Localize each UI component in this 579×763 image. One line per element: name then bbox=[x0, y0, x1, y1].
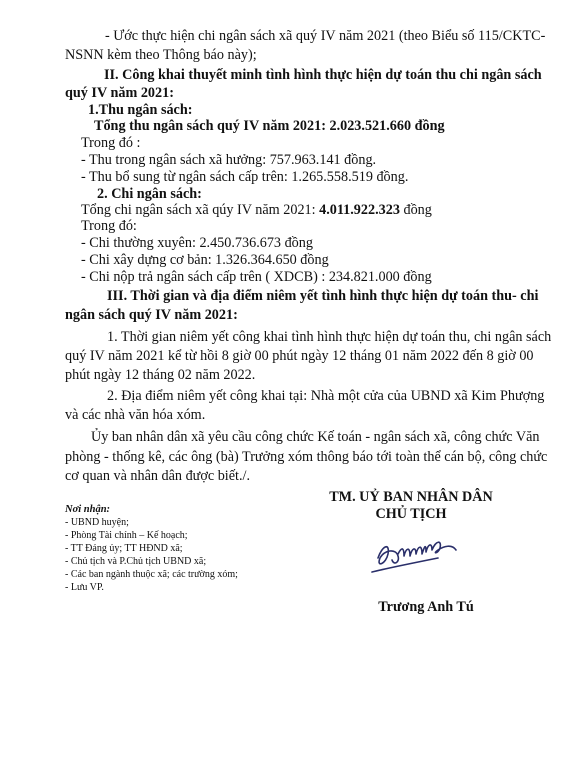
text-line: và các nhà văn hóa xóm. bbox=[65, 407, 206, 423]
text-line: phút ngày 12 tháng 02 năm 2022. bbox=[65, 367, 256, 383]
recipient-item: - Các ban ngành thuộc xã; các trường xóm; bbox=[65, 569, 238, 580]
handwritten-signature bbox=[368, 528, 468, 578]
text-line: 2. Địa điểm niêm yết công khai tại: Nhà một cửa của UBND xã Kim Phượng bbox=[107, 388, 545, 404]
list-item: - Chi nộp trả ngân sách cấp trên ( XDCB) : 234.821.000 đồng bbox=[81, 269, 432, 285]
text-line: Ủy ban nhân dân xã yêu cầu công chức Kế toán - ngân sách xã, công chức Văn bbox=[91, 429, 540, 445]
total-expense-unit: đồng bbox=[399, 202, 432, 218]
subsection-heading: 2. Chi ngân sách: bbox=[97, 186, 202, 202]
text-line: phòng - thống kê, các ông (bà) Trưởng xóm thông báo tới toàn thể cán bộ, công chức bbox=[65, 449, 548, 465]
text-line: cơ quan và nhân dân được biết./. bbox=[65, 468, 251, 484]
text-line: - Ước thực hiện chi ngân sách xã quý IV năm 2021 (theo Biểu số 115/CKTC- bbox=[105, 28, 546, 44]
recipients-heading: Nơi nhận: bbox=[65, 504, 111, 515]
signature-org: TM. UỶ BAN NHÂN DÂN bbox=[329, 489, 493, 505]
list-item: - Thu bổ sung từ ngân sách cấp trên: 1.265.558.519 đồng. bbox=[81, 169, 409, 185]
recipient-item: - UBND huyện; bbox=[65, 517, 129, 528]
total-expense-amount: 4.011.922.323 bbox=[319, 202, 400, 218]
list-item: - Chi thường xuyên: 2.450.736.673 đồng bbox=[81, 235, 313, 251]
text-line: Trong đó : bbox=[81, 135, 141, 151]
list-item: - Chi xây dựng cơ bản: 1.326.364.650 đồng bbox=[81, 252, 329, 268]
total-expense-label: Tổng chi ngân sách xã qúy IV năm 2021: bbox=[81, 202, 320, 218]
text-line: quý IV năm 2021 kể từ hồi 8 giờ 00 phút ngày 12 tháng 01 năm 2022 đến 8 giờ 00 bbox=[65, 348, 534, 364]
recipient-item: - TT Đảng ủy; TT HĐND xã; bbox=[65, 543, 183, 554]
section-heading: ngân sách quý IV năm 2021: bbox=[65, 307, 238, 323]
recipient-item: - Lưu VP. bbox=[65, 582, 104, 593]
subsection-heading: 1.Thu ngân sách: bbox=[88, 102, 193, 118]
text-line: Trong đó: bbox=[81, 218, 137, 234]
recipient-item: - Chủ tịch và P.Chủ tịch UBND xã; bbox=[65, 556, 207, 567]
text-line: 1. Thời gian niêm yết công khai tình hình thực hiện dự toán thu, chi ngân sách bbox=[107, 329, 552, 345]
section-heading: III. Thời gian và địa điểm niêm yết tình hình thực hiện dự toán thu- chi bbox=[107, 288, 539, 304]
recipient-item: - Phòng Tài chính – Kế hoạch; bbox=[65, 530, 188, 541]
signature-title: CHỦ TỊCH bbox=[375, 506, 447, 522]
section-heading: II. Công khai thuyết minh tình hình thực hiện dự toán thu chi ngân sách bbox=[104, 67, 542, 83]
section-heading: quý IV năm 2021: bbox=[65, 85, 174, 101]
signatory-name: Trương Anh Tú bbox=[378, 599, 474, 615]
total-revenue-line: Tổng thu ngân sách quý IV năm 2021: 2.023.521.660 đồng bbox=[94, 118, 445, 134]
list-item: - Thu trong ngân sách xã hưởng: 757.963.141 đồng. bbox=[81, 152, 377, 168]
text-line: NSNN kèm theo Thông báo này); bbox=[65, 47, 257, 63]
